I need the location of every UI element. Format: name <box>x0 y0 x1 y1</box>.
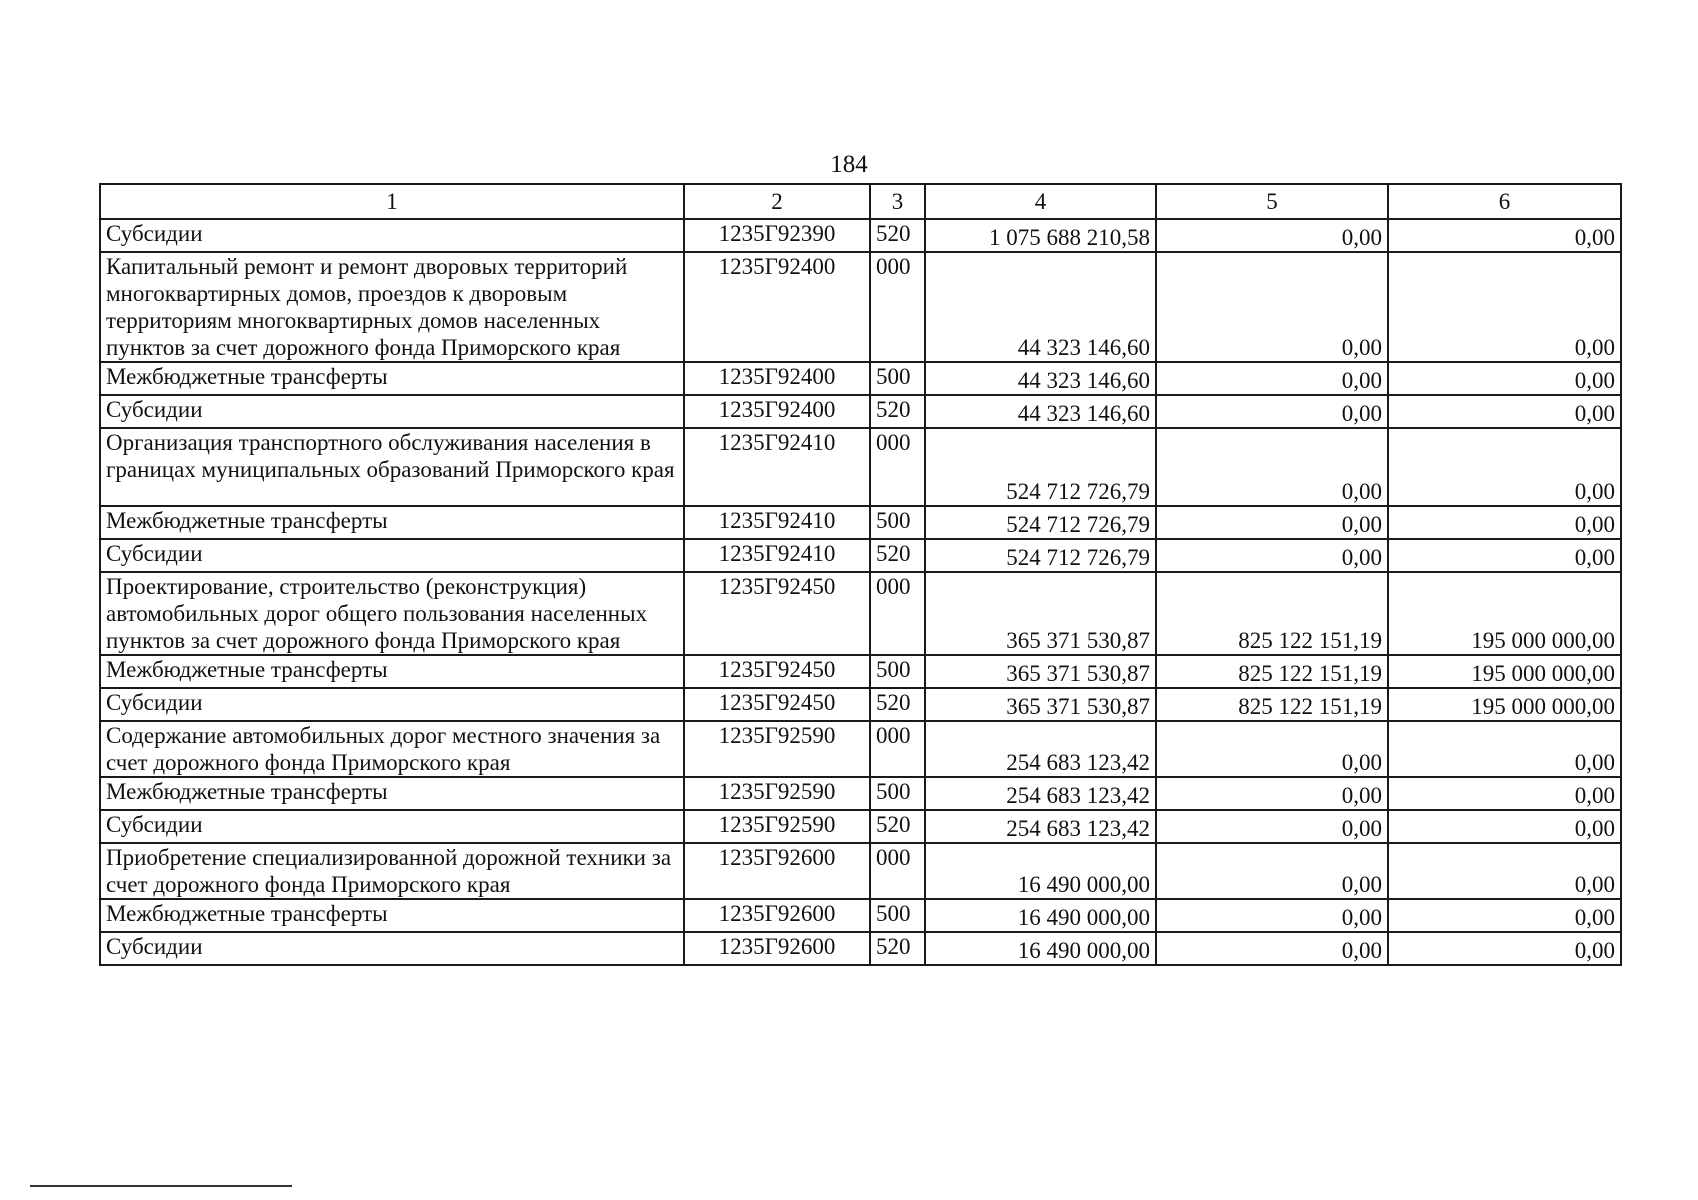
row-amount-col6: 195 000 000,00 <box>1388 655 1621 688</box>
footnote-divider <box>30 1185 292 1187</box>
row-name-cell: Субсидии <box>100 395 684 428</box>
row-amount-col6: 195 000 000,00 <box>1388 572 1621 655</box>
row-name-cell: Межбюджетные трансферты <box>100 777 684 810</box>
row-name-cell: Приобретение специализированной дорожной техники за счет дорожного фонда Приморского края <box>100 843 684 899</box>
table-row <box>100 899 1621 932</box>
row-kvr-cell: 500 <box>870 506 925 539</box>
row-code-cell: 1235Г92400 <box>684 252 870 362</box>
row-amount-col4: 16 490 000,00 <box>925 843 1156 899</box>
row-name-cell: Субсидии <box>100 810 684 843</box>
row-amount-col6: 0,00 <box>1388 428 1621 506</box>
row-amount-col4: 524 712 726,79 <box>925 428 1156 506</box>
table-row <box>100 932 1621 965</box>
row-amount-col6: 0,00 <box>1388 721 1621 777</box>
column-header: 5 <box>1156 184 1388 219</box>
row-amount-col6: 0,00 <box>1388 539 1621 572</box>
row-kvr-cell: 000 <box>870 428 925 506</box>
row-amount-col5: 0,00 <box>1156 428 1388 506</box>
row-kvr-cell: 520 <box>870 219 925 252</box>
row-kvr-cell: 520 <box>870 539 925 572</box>
budget-table <box>99 183 1622 966</box>
row-kvr-cell: 000 <box>870 721 925 777</box>
row-amount-col5: 825 122 151,19 <box>1156 688 1388 721</box>
row-code-cell: 1235Г92410 <box>684 428 870 506</box>
row-amount-col4: 254 683 123,42 <box>925 777 1156 810</box>
row-name-cell: Субсидии <box>100 539 684 572</box>
column-header: 3 <box>870 184 925 219</box>
row-amount-col4: 365 371 530,87 <box>925 572 1156 655</box>
row-code-cell: 1235Г92390 <box>684 219 870 252</box>
row-amount-col6: 0,00 <box>1388 506 1621 539</box>
row-amount-col4: 16 490 000,00 <box>925 932 1156 965</box>
row-amount-col4: 524 712 726,79 <box>925 539 1156 572</box>
row-kvr-cell: 500 <box>870 362 925 395</box>
table-row <box>100 395 1621 428</box>
table-row <box>100 655 1621 688</box>
row-amount-col4: 1 075 688 210,58 <box>925 219 1156 252</box>
table-row <box>100 252 1621 362</box>
row-amount-col5: 0,00 <box>1156 810 1388 843</box>
row-amount-col6: 0,00 <box>1388 362 1621 395</box>
column-header: 6 <box>1388 184 1621 219</box>
row-name-cell: Межбюджетные трансферты <box>100 506 684 539</box>
row-amount-col6: 195 000 000,00 <box>1388 688 1621 721</box>
row-code-cell: 1235Г92410 <box>684 539 870 572</box>
table-header-row <box>100 184 1621 219</box>
page-number: 184 <box>830 151 868 178</box>
row-amount-col5: 0,00 <box>1156 721 1388 777</box>
row-amount-col5: 0,00 <box>1156 252 1388 362</box>
row-name-cell: Капитальный ремонт и ремонт дворовых территорий многоквартирных домов, проездов к дворовым территориям многоквартирных домов населенных пунктов за счет дорожного фонда Приморского края <box>100 252 684 362</box>
row-code-cell: 1235Г92600 <box>684 899 870 932</box>
table-row <box>100 688 1621 721</box>
row-code-cell: 1235Г92590 <box>684 777 870 810</box>
table-row <box>100 428 1621 506</box>
row-name-cell: Содержание автомобильных дорог местного значения за счет дорожного фонда Приморского края <box>100 721 684 777</box>
table-row <box>100 572 1621 655</box>
row-amount-col6: 0,00 <box>1388 843 1621 899</box>
row-amount-col6: 0,00 <box>1388 252 1621 362</box>
row-amount-col6: 0,00 <box>1388 777 1621 810</box>
row-name-cell: Проектирование, строительство (реконструкция) автомобильных дорог общего пользования населенных пунктов за счет дорожного фонда Приморского края <box>100 572 684 655</box>
row-code-cell: 1235Г92400 <box>684 395 870 428</box>
row-amount-col6: 0,00 <box>1388 932 1621 965</box>
row-kvr-cell: 000 <box>870 572 925 655</box>
row-amount-col4: 16 490 000,00 <box>925 899 1156 932</box>
row-kvr-cell: 500 <box>870 655 925 688</box>
row-amount-col5: 0,00 <box>1156 899 1388 932</box>
table-row <box>100 539 1621 572</box>
row-amount-col5: 0,00 <box>1156 777 1388 810</box>
row-name-cell: Межбюджетные трансферты <box>100 899 684 932</box>
table-body <box>100 219 1621 965</box>
row-amount-col5: 0,00 <box>1156 843 1388 899</box>
column-header: 1 <box>100 184 684 219</box>
row-kvr-cell: 520 <box>870 810 925 843</box>
row-amount-col4: 365 371 530,87 <box>925 688 1156 721</box>
row-name-cell: Организация транспортного обслуживания населения в границах муниципальных образований Приморского края <box>100 428 684 506</box>
row-name-cell: Межбюджетные трансферты <box>100 362 684 395</box>
row-code-cell: 1235Г92590 <box>684 721 870 777</box>
row-kvr-cell: 520 <box>870 395 925 428</box>
row-amount-col4: 365 371 530,87 <box>925 655 1156 688</box>
row-amount-col6: 0,00 <box>1388 395 1621 428</box>
row-amount-col6: 0,00 <box>1388 810 1621 843</box>
table-row <box>100 506 1621 539</box>
row-kvr-cell: 520 <box>870 688 925 721</box>
row-code-cell: 1235Г92450 <box>684 688 870 721</box>
table-row <box>100 219 1621 252</box>
row-code-cell: 1235Г92600 <box>684 843 870 899</box>
row-amount-col4: 44 323 146,60 <box>925 252 1156 362</box>
row-amount-col4: 254 683 123,42 <box>925 810 1156 843</box>
row-amount-col6: 0,00 <box>1388 219 1621 252</box>
row-amount-col4: 44 323 146,60 <box>925 362 1156 395</box>
column-header: 2 <box>684 184 870 219</box>
table-row <box>100 810 1621 843</box>
row-name-cell: Субсидии <box>100 219 684 252</box>
row-kvr-cell: 500 <box>870 777 925 810</box>
row-kvr-cell: 000 <box>870 843 925 899</box>
row-code-cell: 1235Г92410 <box>684 506 870 539</box>
table-row <box>100 777 1621 810</box>
row-name-cell: Субсидии <box>100 688 684 721</box>
row-code-cell: 1235Г92600 <box>684 932 870 965</box>
row-code-cell: 1235Г92400 <box>684 362 870 395</box>
row-kvr-cell: 520 <box>870 932 925 965</box>
row-amount-col4: 44 323 146,60 <box>925 395 1156 428</box>
row-code-cell: 1235Г92450 <box>684 655 870 688</box>
row-code-cell: 1235Г92450 <box>684 572 870 655</box>
row-code-cell: 1235Г92590 <box>684 810 870 843</box>
row-amount-col5: 0,00 <box>1156 395 1388 428</box>
row-amount-col5: 825 122 151,19 <box>1156 572 1388 655</box>
column-header: 4 <box>925 184 1156 219</box>
row-amount-col5: 0,00 <box>1156 506 1388 539</box>
row-amount-col5: 825 122 151,19 <box>1156 655 1388 688</box>
row-amount-col4: 524 712 726,79 <box>925 506 1156 539</box>
row-amount-col5: 0,00 <box>1156 362 1388 395</box>
table-row <box>100 843 1621 899</box>
table-row <box>100 721 1621 777</box>
row-amount-col4: 254 683 123,42 <box>925 721 1156 777</box>
table-row <box>100 362 1621 395</box>
row-name-cell: Межбюджетные трансферты <box>100 655 684 688</box>
row-amount-col5: 0,00 <box>1156 539 1388 572</box>
row-amount-col6: 0,00 <box>1388 899 1621 932</box>
row-amount-col5: 0,00 <box>1156 219 1388 252</box>
row-amount-col5: 0,00 <box>1156 932 1388 965</box>
row-kvr-cell: 500 <box>870 899 925 932</box>
row-kvr-cell: 000 <box>870 252 925 362</box>
row-name-cell: Субсидии <box>100 932 684 965</box>
